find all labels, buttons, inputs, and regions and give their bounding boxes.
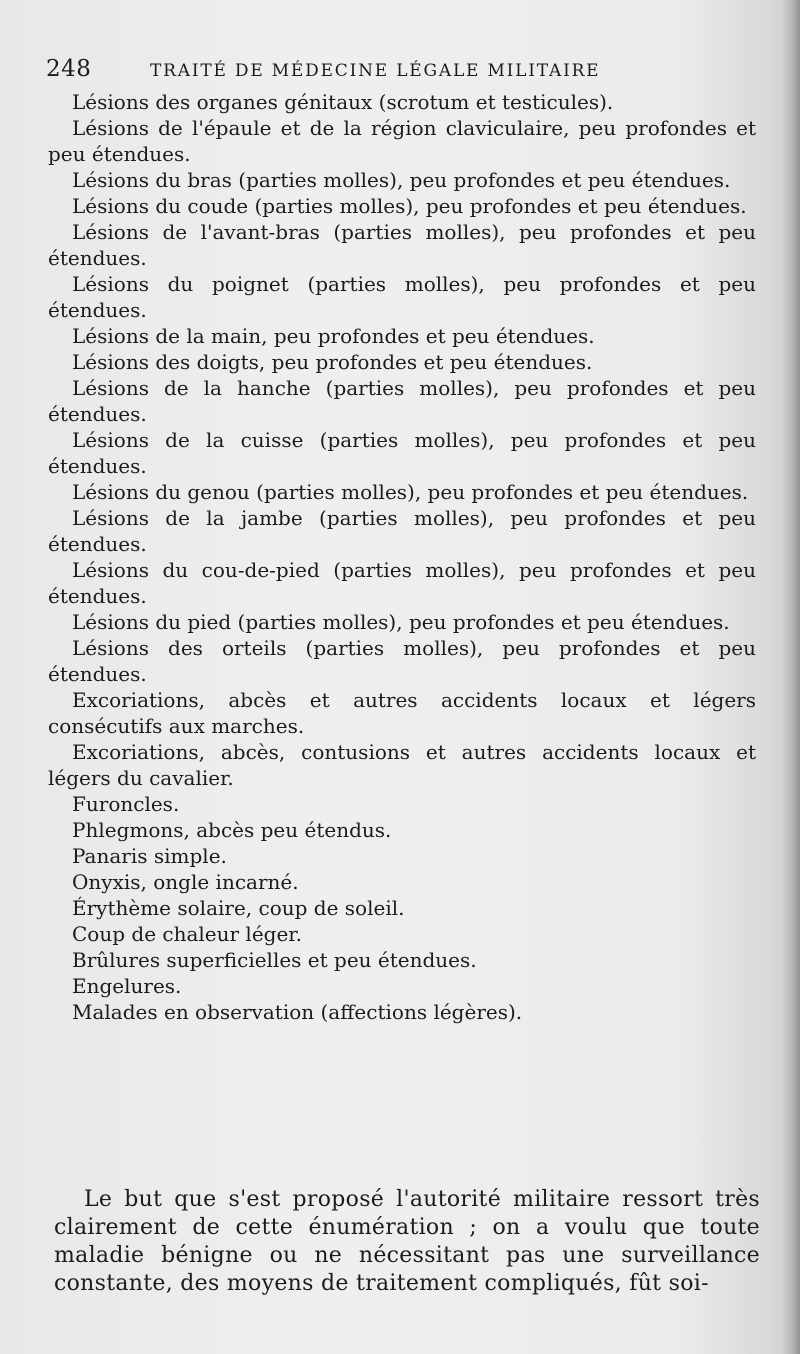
list-item: Lésions de la cuisse (parties molles), peu profondes et peu étendues.	[48, 428, 756, 478]
page-number: 248	[46, 56, 92, 82]
list-item: Lésions des orteils (parties molles), peu profondes et peu étendues.	[48, 636, 756, 686]
list-item: Lésions des organes génitaux (scrotum et testicules).	[72, 90, 614, 114]
list-item: Excoriations, abcès, contusions et autres accidents locaux et légers du cavalier.	[48, 740, 756, 790]
page-header	[46, 52, 756, 86]
list-item: Lésions du bras (parties molles), peu profondes et peu étendues.	[72, 168, 731, 192]
list-item: Lésions du poignet (parties molles), peu profondes et peu étendues.	[48, 272, 756, 322]
list-item: Onyxis, ongle incarné.	[72, 870, 299, 894]
list-item: Lésions du coude (parties molles), peu profondes et peu étendues.	[72, 194, 747, 218]
body-paragraph: Le but que s'est proposé l'autorité militaire ressort très clairement de cette énumération ; on a voulu que toute maladie bénigne ou ne nécessitant pas une surveillance constante, des moyens de traitement compliqués, fût soi-	[54, 1187, 760, 1296]
list-item: Lésions du cou-de-pied (parties molles), peu profondes et peu étendues.	[48, 558, 756, 608]
list-item: Lésions de l'avant-bras (parties molles), peu profondes et peu étendues.	[48, 220, 756, 270]
list-item: Lésions de la jambe (parties molles), peu profondes et peu étendues.	[48, 506, 756, 556]
running-title: TRAITÉ DE MÉDECINE LÉGALE MILITAIRE	[150, 61, 601, 81]
page-gutter-shadow	[782, 0, 800, 1354]
list-item: Lésions de la main, peu profondes et peu étendues.	[72, 324, 595, 348]
list-item: Lésions des doigts, peu profondes et peu étendues.	[72, 350, 593, 374]
list-item: Furoncles.	[72, 792, 180, 816]
list-item: Engelures.	[72, 974, 182, 998]
list-item: Lésions du genou (parties molles), peu profondes et peu étendues.	[72, 480, 749, 504]
list-item: Brûlures superficielles et peu étendues.	[72, 948, 477, 972]
list-item: Panaris simple.	[72, 844, 227, 868]
list-item: Excoriations, abcès et autres accidents locaux et légers consécutifs aux marches.	[48, 688, 756, 738]
list-item: Coup de chaleur léger.	[72, 922, 303, 946]
list-item: Lésions de la hanche (parties molles), peu profondes et peu étendues.	[48, 376, 756, 426]
list-item: Malades en observation (affections légères).	[72, 1000, 523, 1024]
list-item: Lésions de l'épaule et de la région claviculaire, peu profondes et peu étendues.	[48, 116, 756, 166]
lesion-list	[48, 89, 756, 1025]
list-item: Phlegmons, abcès peu étendus.	[72, 818, 392, 842]
list-item: Érythème solaire, coup de soleil.	[72, 896, 405, 920]
list-item: Lésions du pied (parties molles), peu profondes et peu étendues.	[72, 610, 730, 634]
